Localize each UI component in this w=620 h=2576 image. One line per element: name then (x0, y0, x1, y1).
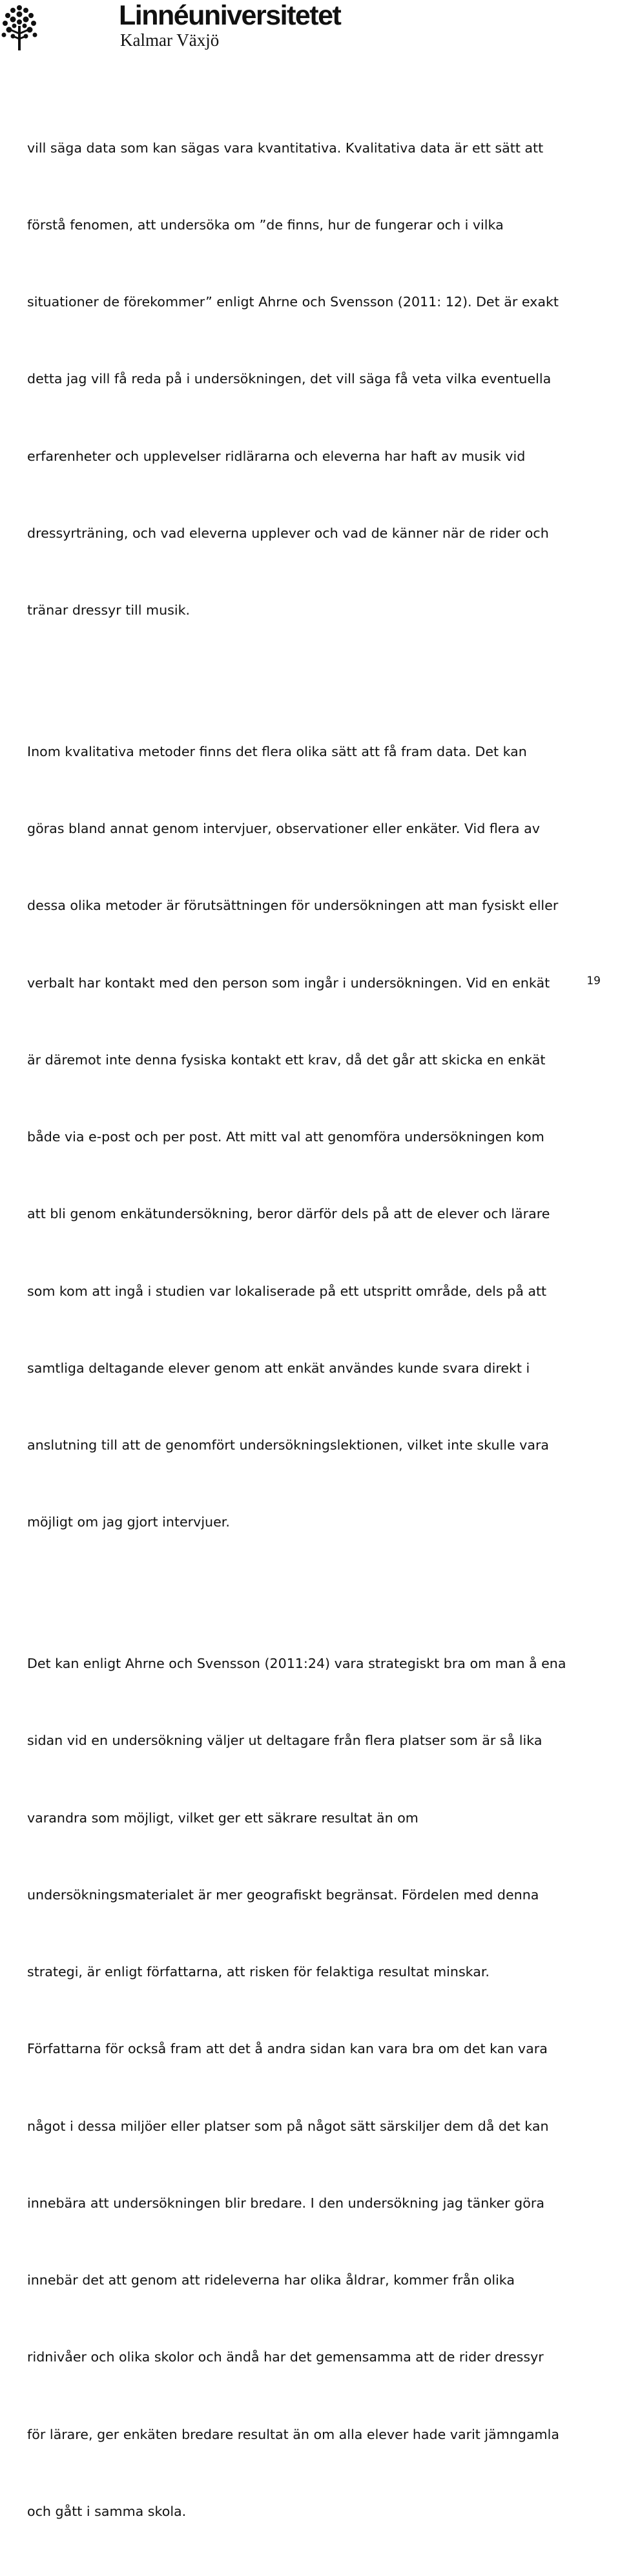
text-line: förstå fenomen, att undersöka om ”de finns, hur de fungerar och i vilka (27, 213, 620, 238)
text-line: Inom kvalitativa metoder finns det flera olika sätt att få fram data. Det kan (27, 739, 620, 765)
text-line: Författarna för också fram att det å andra sidan kan vara bra om det kan vara (27, 2036, 620, 2062)
text-line: både via e-post och per post. Att mitt val att genomföra undersökningen kom (27, 1124, 620, 1150)
text-line: detta jag vill få reda på i undersökningen, det vill säga få veta vilka eventuella (27, 366, 620, 392)
text-line: anslutning till att de genomfört undersökningslektionen, vilket inte skulle vara (27, 1433, 620, 1459)
text-line: ridnivåer och olika skolor och ändå har det gemensamma att de rider dressyr (27, 2345, 620, 2370)
page-number: 19 (586, 975, 601, 987)
text-line: strategi, är enligt författarna, att risken för felaktiga resultat minskar. (27, 1959, 620, 1985)
university-logo (0, 0, 388, 58)
paragraph-1 (27, 84, 620, 675)
text-line: innebära att undersökningen blir bredare. I den undersökning jag tänker göra (27, 2191, 620, 2217)
document-body (27, 84, 620, 2576)
text-line: dressyrträning, och vad eleverna upplever och vad de känner när de rider och (27, 521, 620, 547)
campus-names: Kalmar Växjö (120, 30, 219, 50)
text-line: varandra som möjligt, vilket ger ett säkrare resultat än om (27, 1806, 620, 1832)
paragraph-spacer (27, 1587, 620, 1600)
text-line: Det kan enligt Ahrne och Svensson (2011:24) vara strategiskt bra om man å ena (27, 1651, 620, 1677)
text-line: göras bland annat genom intervjuer, observationer eller enkäter. Vid flera av (27, 816, 620, 842)
text-line: verbalt har kontakt med den person som ingår i undersökningen. Vid en enkät (27, 971, 620, 997)
text-line: dessa olika metoder är förutsättningen för undersökningen att man fysiskt eller (27, 893, 620, 919)
text-line: och gått i samma skola. (27, 2499, 620, 2525)
text-line: erfarenheter och upplevelser ridlärarna och eleverna har haft av musik vid (27, 444, 620, 470)
text-line: att bli genom enkätundersökning, beror därför dels på att de elever och lärare (27, 1201, 620, 1227)
university-name: Linnéuniversitetet (119, 0, 340, 32)
text-line: något i dessa miljöer eller platser som på något sätt särskiljer dem då det kan (27, 2114, 620, 2140)
paragraph-3 (27, 1600, 620, 2576)
text-line: vill säga data som kan sägas vara kvantitativa. Kvalitativa data är ett sätt att (27, 136, 620, 162)
text-line: sidan vid en undersökning väljer ut deltagare från flera platser som är så lika (27, 1728, 620, 1754)
paragraph-spacer (27, 675, 620, 688)
text-line: möjligt om jag gjort intervjuer. (27, 1510, 620, 1536)
text-line: undersökningsmaterialet är mer geografiskt begränsat. Fördelen med denna (27, 1883, 620, 1908)
text-line: som kom att ingå i studien var lokaliserade på ett utspritt område, dels på att (27, 1279, 620, 1305)
text-line: är däremot inte denna fysiska kontakt ett krav, då det går att skicka en enkät (27, 1048, 620, 1073)
text-line: situationer de förekommer” enligt Ahrne och Svensson (2011: 12). Det är exakt (27, 290, 620, 315)
tree-icon (1, 4, 37, 50)
paragraph-2 (27, 688, 620, 1587)
text-line: tränar dressyr till musik. (27, 598, 620, 624)
text-line: för lärare, ger enkäten bredare resultat än om alla elever hade varit jämngamla (27, 2422, 620, 2448)
text-line: samtliga deltagande elever genom att enkät användes kunde svara direkt i (27, 1356, 620, 1382)
text-line: innebär det att genom att rideleverna har olika åldrar, kommer från olika (27, 2268, 620, 2294)
